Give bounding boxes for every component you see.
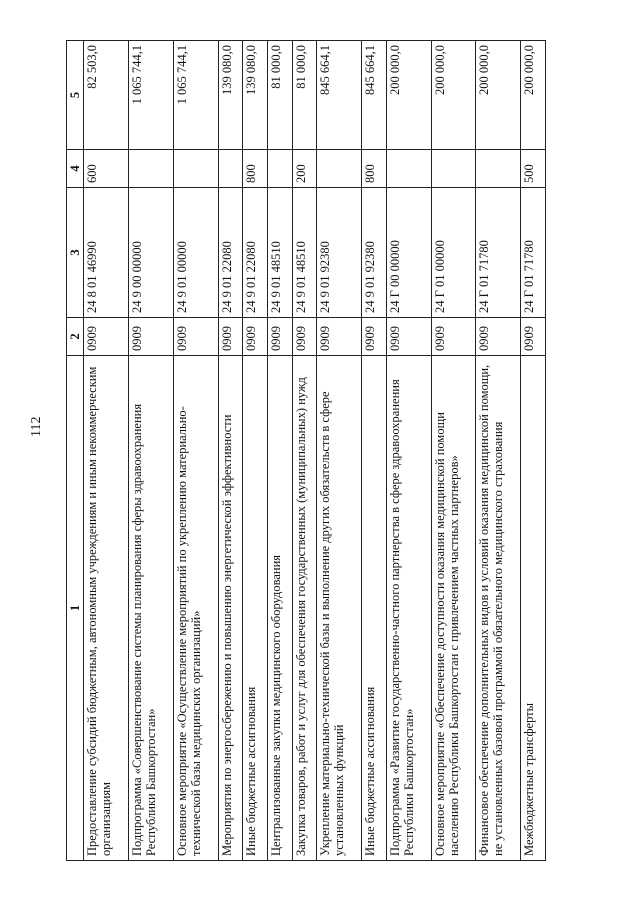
table-cell: 1 065 744,1 (173, 41, 218, 150)
page-number: 112 (29, 416, 44, 437)
table-cell: 24 Г 01 71780 (476, 188, 521, 318)
table-cell: 0909 (292, 318, 317, 356)
table-row (292, 41, 317, 861)
table-cell: 0909 (84, 318, 129, 356)
table-cell: Укрепление материально-технической базы и выполнение других обязательств в сфере установленных функций (317, 356, 362, 861)
table-cell: 81 000,0 (292, 41, 317, 150)
table-row (362, 41, 387, 861)
rotated-page-content (66, 41, 546, 861)
table-row (243, 41, 268, 861)
table-cell: Мероприятия по энергосбережению и повышению энергетической эффективности (218, 356, 243, 861)
table-cell: 0909 (362, 318, 387, 356)
header-cell: 1 (67, 356, 84, 861)
table-cell: Межбюджетные трансферты (521, 356, 546, 861)
table-cell: 200 000,0 (386, 41, 431, 150)
table-row (386, 41, 431, 861)
table-cell: 600 (84, 150, 129, 188)
table-cell: 200 000,0 (521, 41, 546, 150)
table-cell: Иные бюджетные ассигнования (243, 356, 268, 861)
table-cell: 81 000,0 (267, 41, 292, 150)
table-cell: Иные бюджетные ассигнования (362, 356, 387, 861)
table-row (128, 41, 173, 861)
table-cell: Предоставление субсидий бюджетным, автономным учреждениям и иным некоммерческим организациям (84, 356, 129, 861)
table-cell: 0909 (243, 318, 268, 356)
header-cell: 5 (67, 41, 84, 150)
table-cell: 0909 (128, 318, 173, 356)
table-cell: 845 664,1 (362, 41, 387, 150)
table-cell: 0909 (431, 318, 476, 356)
table-cell: 24 9 01 22080 (218, 188, 243, 318)
table-cell (386, 150, 431, 188)
table-cell: 139 080,0 (218, 41, 243, 150)
table-cell (218, 150, 243, 188)
table-cell: 24 9 01 22080 (243, 188, 268, 318)
table-row (84, 41, 129, 861)
header-cell: 4 (67, 150, 84, 188)
table-cell: 0909 (173, 318, 218, 356)
table-cell (267, 150, 292, 188)
table-cell: 0909 (267, 318, 292, 356)
table-cell: 200 (292, 150, 317, 188)
table-cell: 1 065 744,1 (128, 41, 173, 150)
table-cell: 0909 (386, 318, 431, 356)
table-cell (173, 150, 218, 188)
table-cell (476, 150, 521, 188)
table-cell: 200 000,0 (476, 41, 521, 150)
table-cell: 24 9 01 92380 (362, 188, 387, 318)
table-cell: 0909 (476, 318, 521, 356)
table-cell: Финансовое обеспечение дополнительных видов и условий оказания медицинской помощи, не установленных базовой программой обязательного медицинского страхования (476, 356, 521, 861)
table-cell: 24 9 01 92380 (317, 188, 362, 318)
table-cell: Подпрограмма «Совершенствование системы планирования сферы здравоохранения Республики Башкортостан» (128, 356, 173, 861)
header-cell: 3 (67, 188, 84, 318)
table-header-row (67, 41, 84, 861)
table-cell (317, 150, 362, 188)
table-cell: 82 503,0 (84, 41, 129, 150)
table-cell: 200 000,0 (431, 41, 476, 150)
table-cell: Подпрограмма «Развитие государственно-частного партнерства в сфере здравоохранения Республики Башкортостан» (386, 356, 431, 861)
table-row (521, 41, 546, 861)
table-row (431, 41, 476, 861)
table-cell: 800 (362, 150, 387, 188)
table-row (476, 41, 521, 861)
table-cell: Основное мероприятие «Осуществление мероприятий по укреплению материально-технической базы медицинских организаций» (173, 356, 218, 861)
table-cell: 845 664,1 (317, 41, 362, 150)
table-cell: Закупка товаров, работ и услуг для обеспечения государственных (муниципальных) нужд (292, 356, 317, 861)
table-cell: 139 080,0 (243, 41, 268, 150)
table-row (267, 41, 292, 861)
table-cell: 500 (521, 150, 546, 188)
table-cell (128, 150, 173, 188)
table-cell: 24 9 00 00000 (128, 188, 173, 318)
table-cell: 24 Г 01 71780 (521, 188, 546, 318)
table-cell: 24 9 01 00000 (173, 188, 218, 318)
table-row (173, 41, 218, 861)
table-cell (431, 150, 476, 188)
table-row (317, 41, 362, 861)
header-cell: 2 (67, 318, 84, 356)
table-cell: 24 8 01 46990 (84, 188, 129, 318)
table-cell: 0909 (317, 318, 362, 356)
table-cell: 800 (243, 150, 268, 188)
table-row (218, 41, 243, 861)
table-cell: 0909 (521, 318, 546, 356)
table-cell: 24 Г 01 00000 (431, 188, 476, 318)
table-cell: 24 Г 00 00000 (386, 188, 431, 318)
table-cell: Основное мероприятие «Обеспечение доступности оказания медицинской помощи населению Республики Башкортостан с привлечением частных партнеров» (431, 356, 476, 861)
table-cell: 0909 (218, 318, 243, 356)
table-cell: 24 9 01 48510 (267, 188, 292, 318)
budget-table (66, 40, 546, 861)
table-cell: Централизованные закупки медицинского оборудования (267, 356, 292, 861)
table-cell: 24 9 01 48510 (292, 188, 317, 318)
